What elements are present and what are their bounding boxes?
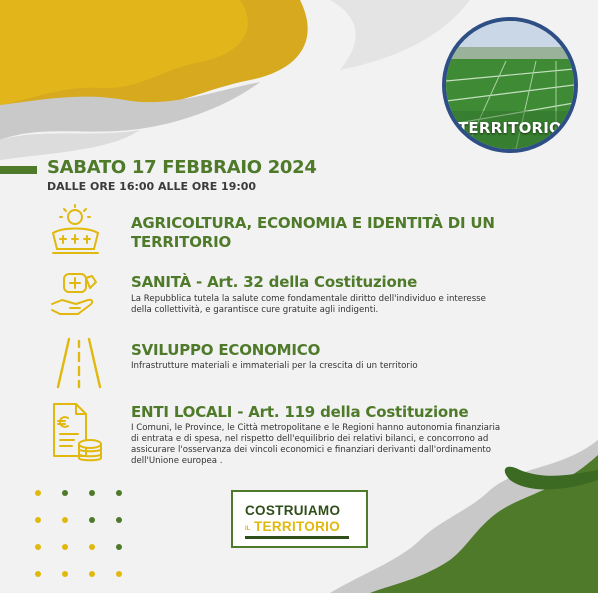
- section-health-title: SANITÀ - Art. 32 della Costituzione: [131, 273, 418, 291]
- logo-line-2: TERRITORIO: [254, 519, 341, 534]
- euro-document-coins-icon: [50, 402, 105, 464]
- event-time: DALLE ORE 16:00 ALLE ORE 19:00: [47, 180, 257, 193]
- logo-underline: [245, 536, 349, 539]
- logo-line-1: COSTRUIAMO: [245, 503, 341, 518]
- section-health-text-2: della collettività, e garantisce cure gratuite agli indigenti.: [131, 305, 379, 315]
- section-local-authorities-text-3: assicurare l'osservanza dei vincoli economici e finanziari derivanti dall'ordinamento: [131, 445, 492, 455]
- section-local-authorities-text-2: di entrata e di spesa, nel rispetto dell'equilibrio dei relativi bilanci, e concorrono ad: [131, 434, 489, 444]
- badge-label: TERRITORIO: [457, 119, 563, 137]
- territorio-badge: [442, 17, 578, 153]
- date-accent-bar: [0, 166, 37, 174]
- road-icon: [55, 337, 103, 389]
- section-health-text: La Repubblica tutela la salute come fondamentale diritto dell'individuo e interesse: [131, 294, 486, 304]
- section-local-authorities-text: I Comuni, le Province, le Città metropolitane e le Regioni hanno autonomia finanziaria: [131, 423, 501, 433]
- section-agriculture-title: AGRICOLTURA, ECONOMIA E IDENTITÀ DI UN: [131, 214, 495, 232]
- costruiamo-il-territorio-logo: [231, 490, 368, 548]
- section-agriculture-title-2: TERRITORIO: [131, 233, 232, 251]
- section-development-text: Infrastrutture materiali e immateriali per la crescita di un territorio: [131, 361, 418, 371]
- health-hand-icon: [50, 270, 105, 322]
- section-local-authorities-title: ENTI LOCALI - Art. 119 della Costituzione: [131, 403, 469, 421]
- section-development-title: SVILUPPO ECONOMICO: [131, 341, 321, 359]
- event-date: SABATO 17 FEBBRAIO 2024: [47, 157, 317, 178]
- section-local-authorities-text-4: dell'Unione europea .: [131, 456, 223, 466]
- agriculture-icon: [48, 203, 103, 258]
- logo-il: IL: [245, 526, 251, 532]
